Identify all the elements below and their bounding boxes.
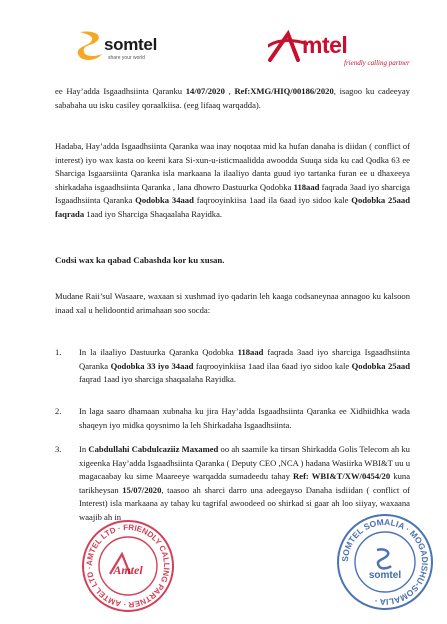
item3-text-1: oo ah saamile ka tirsan Shirkadda Golis Telecom ah ku xigeenka Hay’adda Isgaadhsiinta Qaranka ( Deputy CEO ,NCA ) hadana Wasiirka WBI&T uu u magacaabay ku sime Maareeye warqadda sumadeedu tahay [79,444,410,482]
request-heading: Codsi wax ka qabad Cabashda kor ku xusan. [55,255,225,265]
intro-text-1: ee Hay’adda Isgaadhsiinta Qaranku [55,86,186,96]
list-item-text: In laga saaro dhamaan xubnaha ku jira Hay’adda Isgaadhsiinta Qaranka ee Xidhiidhka wada shaqeyn iyo midka qoysnimo la leh Shirkadaha Isgaadhsiinta. [79,406,410,430]
item1-text-1: In la ilaaliyo Dastuurka Qaranka Qodobka [79,347,238,357]
item3-bold-3: 15/07/2020 [122,484,162,495]
svg-text:SOMTEL SOMALIA · MOGADISHU-SOM [340,517,430,607]
list-item-text [79,346,410,387]
para-text-1: Hadaba, Hay’adda Isgaadhsiinta Qaranka waa inay noqotaa mid ka hufan danaha is diidan ( conflict of interest) iyo wax kasta oo keeni kara Si-xun-u-isticmaalidda awoodda Suuqa sida ku cad Qodka 63 ee Sharciga Isgaarsiinta Qaranka isla markaana la ilaaliyo danta guud iyo tartanka furan ee u dhaxeeya shirkadaha isgaadhsiinta Qaranka , lana dhowro Dastuurka Qodobka [55,141,410,192]
para-text-3: faqrooyinkiisa 1aad ila 6aad iyo sidoo kale [193,195,352,206]
somtel-stamp [335,512,435,612]
item3-text-0: In [79,444,89,454]
salutation-paragraph: Mudane Raii’sul Wasaare, waxaan si xushmad iyo qadarin leh kaaga codsaneynaa annagoo ku kalsoon inaad xal u helidoontid arimahaan soo socda: [55,291,410,315]
conflict-paragraph [55,140,410,222]
intro-text-3: , isagoo ku cadeeyay sababaha uu isku casiley qoraalkiisa. (eeg lifaaq warqadda). [55,86,410,110]
amtel-stamp-name: Amtel [113,563,143,577]
intro-date: 14/07/2020 [185,86,225,96]
somtel-logo-name: somtel [104,35,157,54]
list-item-number: 1. [55,347,62,357]
para-bold-2: Qodobka 34aad [135,195,194,206]
intro-ref: Ref:XMG/HIQ/00186/2020 [234,86,334,96]
somtel-logo [76,28,186,72]
amtel-logo-tagline: friendly calling partner [344,59,410,67]
para-text-2: faqrada 3aad iyo sharciga Isgaadhsiinta Qaranka [55,181,410,206]
item1-text-2: faqrada 3aad iyo sharciga Isgaadhsiinta Qaranka [79,347,410,371]
amtel-stamp [80,518,176,614]
somtel-stamp-name: somtel [368,570,402,581]
list-item-number: 3. [55,444,62,454]
item3-bold-1: Cabdullahi Cabdulcaziiz Maxamed [88,444,219,454]
somtel-logo-tagline: share your world [108,55,145,61]
item1-text-3: faqrooyinkiisa 1aad ilaa 6aad iyo sidoo kale [193,360,352,371]
item1-bold-2: Qodobka 33 iyo 34aad [110,360,194,371]
amtel-logo [268,30,418,76]
item1-text-4: faqrad 1aad iyo sharciga shaqaalaha Rayidka. [79,374,237,385]
somtel-swoosh-icon [76,28,106,62]
item1-bold-1: 118aad [237,347,264,357]
para-bold-1: 118aad [293,181,320,192]
somtel-stamp-ring-text: SOMTEL SOMALIA · MOGADISHU-SOMALIA · [339,516,431,608]
item3-text-3: , taasoo ah sharci darro una adeegayso Danaha isdiidan ( conflict of Interest) isla markaana ay tahay ku tagrifal awoodeed oo shirkad si gaar ah loo siiyay, waxaana waajib ah in [79,484,410,522]
intro-text-2: , [224,86,235,96]
item3-bold-2: Ref: WBI&T/XW/0454/20 [293,471,391,482]
amtel-logo-name: mtel [302,32,348,58]
amtel-stamp-ring-text: AMTEL LTD · FRIENDLY CALLING PARTNER · AMTEL LTD · [84,522,172,610]
para-text-4: 1aad iyo Sharciga Shaqaalaha Rayidka. [84,208,223,219]
para-bold-3: Qodobka 25aad faqrada [55,195,411,219]
list-item-number: 2. [55,406,62,416]
item3-text-2: kuna tarikheysan [79,471,411,495]
intro-paragraph [55,85,410,112]
item1-bold-3: Qodobka 25aad [351,360,410,371]
